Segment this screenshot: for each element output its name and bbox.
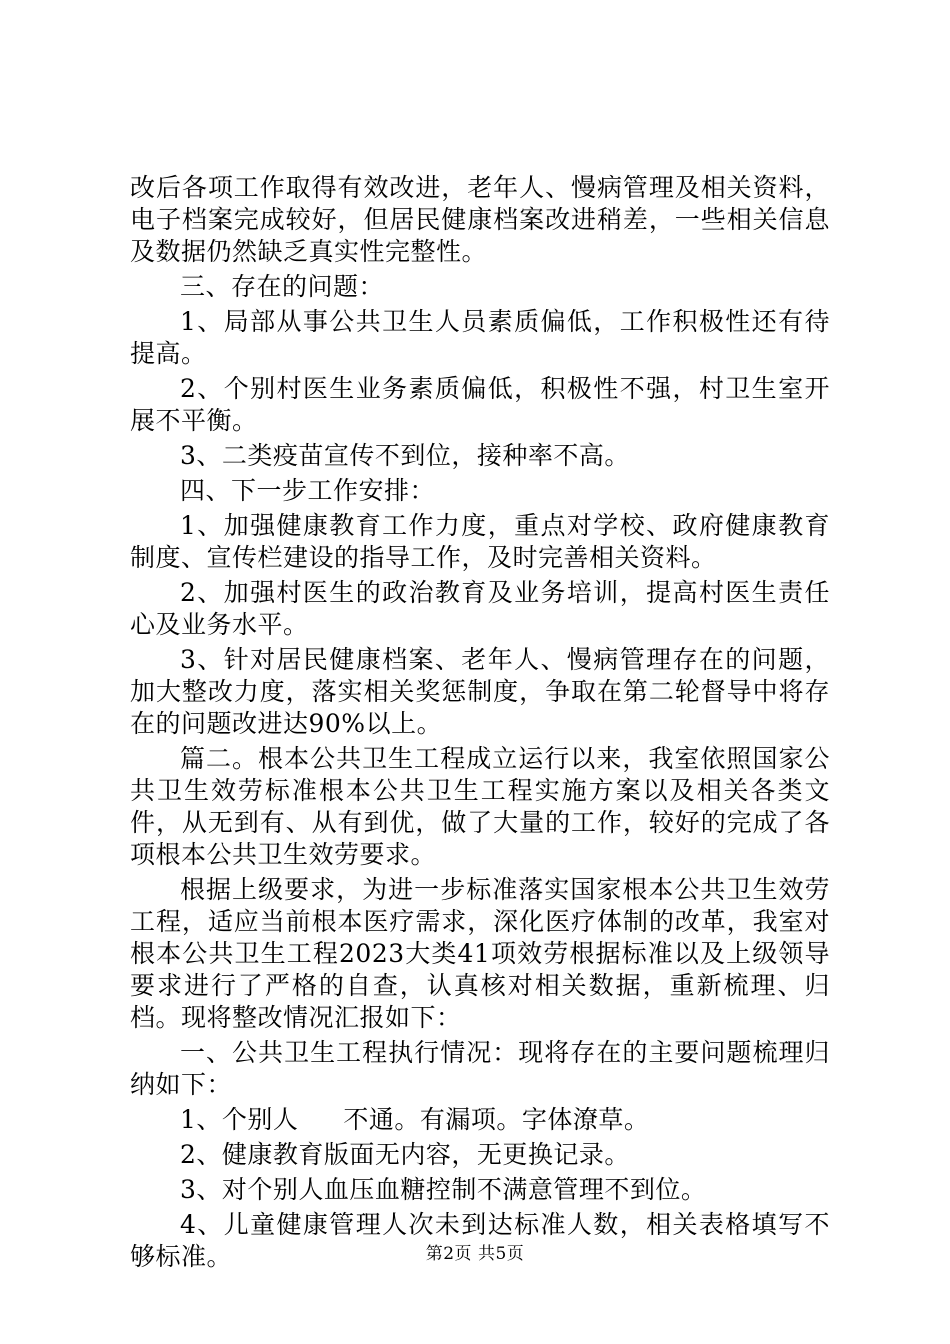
document-body	[130, 172, 830, 1273]
paragraph-part: 不通。有漏项。字体潦草。	[343, 1105, 650, 1134]
paragraph: 根据上级要求，为进一步标准落实国家根本公共卫生效劳工程，适应当前根本医疗需求，深化医疗体制的改革，我室对根本公共卫生工程2023大类41项效劳根据标准以及上级领导要求进行了严格的自查，认真核对相关数据，重新梳理、归档。现将整改情况汇报如下：	[130, 875, 830, 1032]
paragraph: 1、加强健康教育工作力度，重点对学校、政府健康教育制度、宣传栏建设的指导工作，及时完善相关资料。	[130, 511, 830, 572]
paragraph: 3、对个别人血压血糖控制不满意管理不到位。	[180, 1175, 707, 1204]
paragraph	[130, 1104, 830, 1136]
paragraph: 2、加强村医生的政治教育及业务培训，提高村医生责任心及业务水平。	[130, 578, 830, 639]
section-heading: 三、存在的问题：	[180, 272, 385, 301]
paragraph: 1、局部从事公共卫生人员素质偏低，工作积极性还有待提高。	[130, 307, 830, 368]
section-heading: 一、公共卫生工程执行情况：现将存在的主要问题梳理归纳如下：	[130, 1038, 830, 1099]
page-number: 第2页 共5页	[425, 1244, 525, 1264]
section-heading: 四、下一步工作安排：	[180, 476, 436, 505]
paragraph: 4、儿童健康管理人次未到达标准人数，相关表格填写不够标准。	[130, 1210, 830, 1271]
paragraph: 改后各项工作取得有效改进，老年人、慢病管理及相关资料，电子档案完成较好，但居民健康档案改进稍差，一些相关信息及数据仍然缺乏真实性完整性。	[130, 173, 830, 266]
paragraph-part: 1、个别人	[180, 1105, 299, 1134]
paragraph: 3、针对居民健康档案、老年人、慢病管理存在的问题，加大整改力度，落实相关奖惩制度，争取在第二轮督导中将存在的问题改进达90%以上。	[130, 645, 830, 738]
paragraph: 篇二。根本公共卫生工程成立运行以来，我室依照国家公共卫生效劳标准根本公共卫生工程实施方案以及相关各类文件，从无到有、从有到优，做了大量的工作，较好的完成了各项根本公共卫生效劳要求。	[130, 744, 830, 869]
paragraph: 3、二类疫苗宣传不到位，接种率不高。	[180, 441, 630, 470]
paragraph: 2、健康教育版面无内容，无更换记录。	[180, 1140, 630, 1169]
paragraph: 2、个别村医生业务素质偏低，积极性不强，村卫生室开展不平衡。	[130, 374, 830, 435]
